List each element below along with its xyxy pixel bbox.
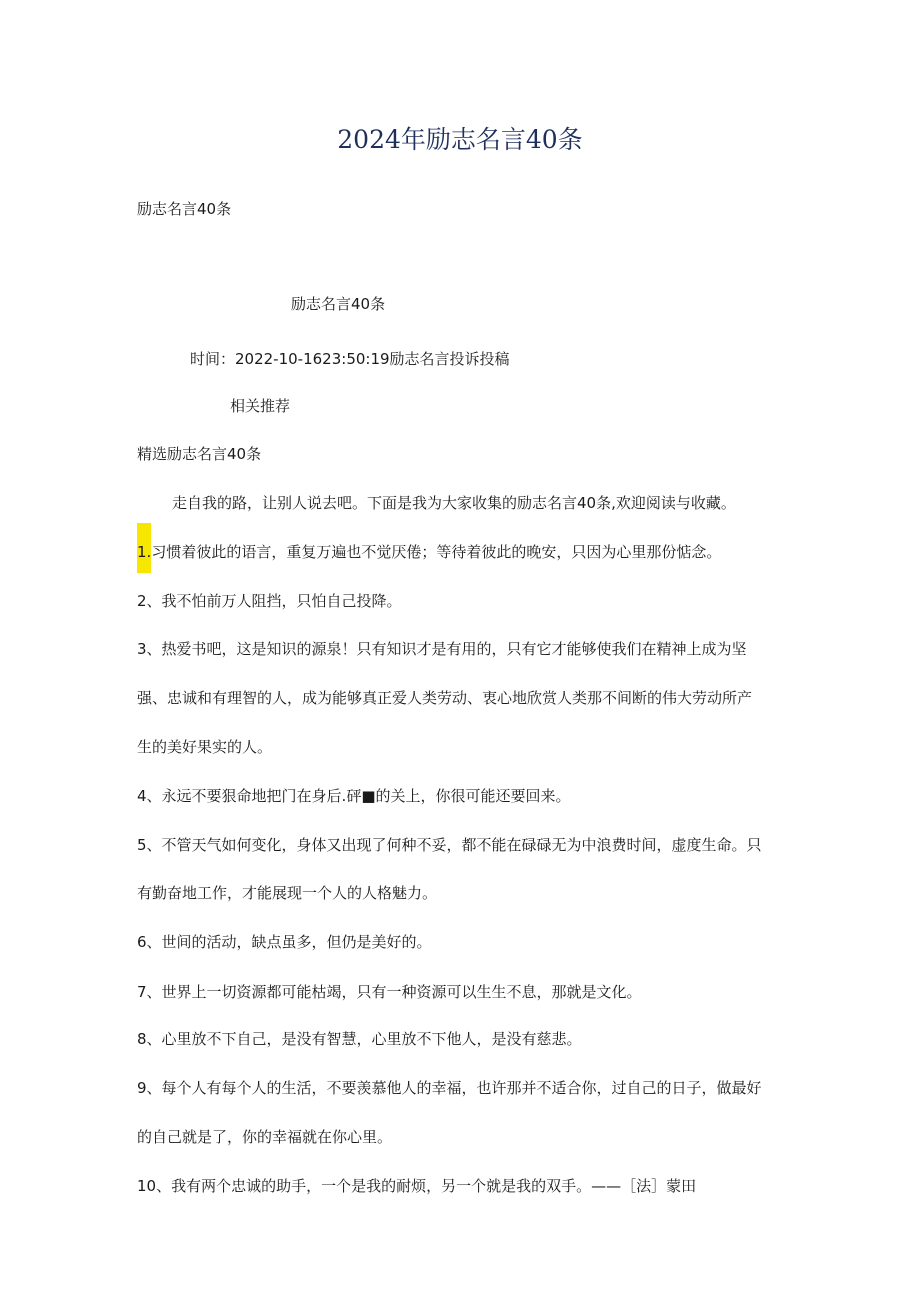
page-title: 2024年励志名言40条 bbox=[337, 125, 583, 154]
quote-1-text: 习惯着彼此的语言，重复万遍也不觉厌倦；等待着彼此的晚安，只因为心里那份惦念。 bbox=[151, 543, 722, 561]
quote-3-line-2: 强、忠诚和有理智的人，成为能够真正爱人类劳动、衷心地欣赏人类那不间断的伟大劳动所产 bbox=[137, 689, 753, 707]
quote-5-line-2: 有勤奋地工作，才能展现一个人的人格魅力。 bbox=[137, 884, 438, 902]
article-meta: 时间：2022-10-1623:50:19励志名言投诉投稿 bbox=[190, 350, 510, 368]
article-title: 励志名言40条 bbox=[291, 295, 386, 313]
quote-4: 4、永远不要狠命地把门在身后.砰■的关上，你很可能还要回来。 bbox=[137, 787, 571, 805]
intro-paragraph: 走自我的路，让别人说去吧。下面是我为大家收集的励志名言40条,欢迎阅读与收藏。 bbox=[172, 494, 736, 512]
related-heading: 相关推荐 bbox=[230, 397, 291, 415]
quote-2: 2、我不怕前万人阻挡，只怕自己投降。 bbox=[137, 592, 402, 610]
quote-9-line-1: 9、每个人有每个人的生活，不要羡慕他人的幸福，也许那并不适合你，过自己的日子，做最好 bbox=[137, 1079, 762, 1097]
quote-3-line-1: 3、热爱书吧，这是知识的源泉！只有知识才是有用的，只有它才能够使我们在精神上成为坚 bbox=[137, 640, 747, 658]
quote-9-line-2: 的自己就是了，你的幸福就在你心里。 bbox=[137, 1128, 393, 1146]
quote-8: 8、心里放不下自己，是没有智慧，心里放不下他人，是没有慈悲。 bbox=[137, 1030, 582, 1048]
quote-10: 10、我有两个忠诚的助手，一个是我的耐烦，另一个就是我的双手。——［法］蒙田 bbox=[137, 1177, 697, 1195]
quote-1 bbox=[137, 541, 721, 563]
selected-heading: 精选励志名言40条 bbox=[137, 445, 262, 463]
subtitle: 励志名言40条 bbox=[137, 200, 232, 218]
quote-3-line-3: 生的美好果实的人。 bbox=[137, 738, 273, 756]
quote-5-line-1: 5、不管天气如何变化，身体又出现了何种不妥，都不能在碌碌无为中浪费时间，虚度生命。只 bbox=[137, 836, 762, 854]
quote-7: 7、世界上一切资源都可能枯竭，只有一种资源可以生生不息，那就是文化。 bbox=[137, 983, 642, 1001]
quote-6: 6、世间的活动，缺点虽多，但仍是美好的。 bbox=[137, 933, 432, 951]
highlight-marker: 1. bbox=[137, 523, 151, 573]
